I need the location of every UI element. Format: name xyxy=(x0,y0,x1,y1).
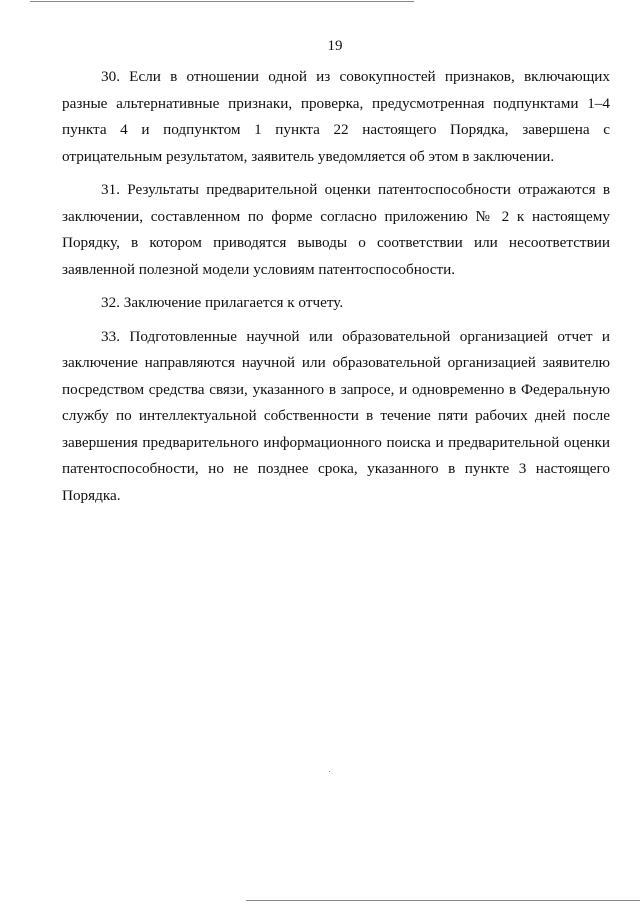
page-number: 19 xyxy=(327,38,343,54)
scan-speck xyxy=(329,771,330,772)
document-body xyxy=(62,64,610,516)
paragraph-31: 31. Результаты предварительной оценки патентоспособности отражаются в заключении, составленном по форме согласно приложению № 2 к настоящему Порядку, в котором приводятся выводы о соответствии или несоответствии заявленной полезной модели условиям патентоспособности. xyxy=(62,181,610,278)
scan-bottom-edge-line xyxy=(246,900,640,901)
scan-top-edge-line xyxy=(30,1,414,2)
paragraph-33: 33. Подготовленные научной или образовательной организацией отчет и заключение направляются научной или образовательной организацией заявителю посредством средства связи, указанного в запросе, и одновременно в Федеральную службу по интеллектуальной собственности в течение пяти рабочих дней после завершения предварительного информационного поиска и предварительной оценки патентоспособности, но не позднее срока, указанного в пункте 3 настоящего Порядка. xyxy=(62,327,610,504)
paragraph-30: 30. Если в отношении одной из совокупностей признаков, включающих разные альтернативные признаки, проверка, предусмотренная подпунктами 1–4 пункта 4 и подпунктом 1 пункта 22 настоящего Порядка, завершена с отрицательным результатом, заявитель уведомляется об этом в заключении. xyxy=(62,68,610,165)
paragraph-32: 32. Заключение прилагается к отчету. xyxy=(101,294,344,311)
